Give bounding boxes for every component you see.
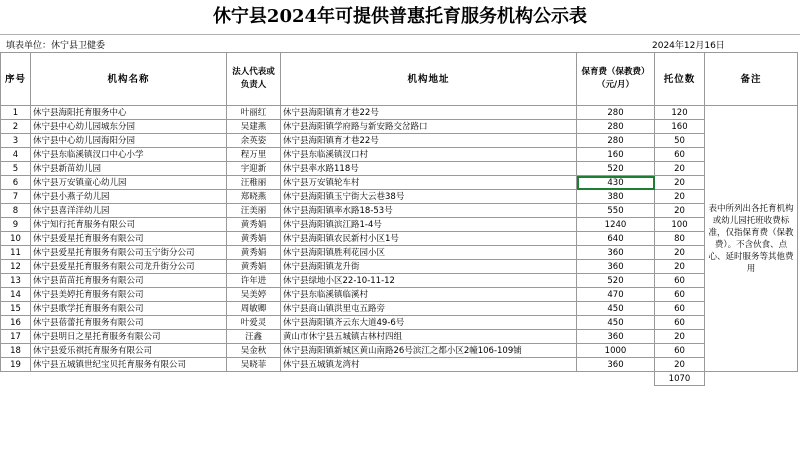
- cell-slots[interactable]: 20: [655, 190, 705, 204]
- cell-rep[interactable]: 叶丽红: [227, 106, 281, 120]
- cell-address[interactable]: 休宁县万安镇轮车村: [281, 176, 577, 190]
- cell-address[interactable]: 休宁县海阳镇育才巷22号: [281, 134, 577, 148]
- table-row: [1, 134, 798, 148]
- cell-address[interactable]: 休宁县绿地小区22-10-11-12: [281, 274, 577, 288]
- cell-name[interactable]: 休宁县爱星托育服务有限公司: [31, 232, 227, 246]
- header-slots[interactable]: 托位数: [655, 53, 705, 106]
- cell-fee[interactable]: 640: [577, 232, 655, 246]
- header-address[interactable]: 机构地址: [281, 53, 577, 106]
- cell-no[interactable]: 3: [1, 134, 31, 148]
- table-row: [1, 162, 798, 176]
- cell-address[interactable]: 休宁县五城镇龙湾村: [281, 358, 577, 372]
- cell-name[interactable]: 休宁县东临溪镇汊口中心小学: [31, 148, 227, 162]
- cell-fee[interactable]: 450: [577, 316, 655, 330]
- table-row: [1, 148, 798, 162]
- cell-rep[interactable]: 周敏卿: [227, 302, 281, 316]
- cell-slots[interactable]: 50: [655, 134, 705, 148]
- table-row: [1, 120, 798, 134]
- cell-address[interactable]: 休宁县海阳镇率水路18-53号: [281, 204, 577, 218]
- cell-slots[interactable]: 20: [655, 162, 705, 176]
- cell-fee[interactable]: 450: [577, 302, 655, 316]
- cell-rep[interactable]: 汪稚丽: [227, 176, 281, 190]
- table-row: [1, 106, 798, 120]
- cell-rep[interactable]: 许年进: [227, 274, 281, 288]
- empty-cell: [227, 372, 281, 386]
- cell-no[interactable]: 7: [1, 190, 31, 204]
- cell-slots[interactable]: 120: [655, 106, 705, 120]
- table-row: [1, 218, 798, 232]
- cell-rep[interactable]: 吴建燕: [227, 120, 281, 134]
- cell-no[interactable]: 5: [1, 162, 31, 176]
- empty-cell: [705, 372, 798, 386]
- cell-no[interactable]: 15: [1, 302, 31, 316]
- institution-table: [0, 52, 798, 386]
- cell-slots[interactable]: 20: [655, 246, 705, 260]
- cell-address[interactable]: 休宁县海阳镇学府路与新安路交岔路口: [281, 120, 577, 134]
- total-slots: 1070: [655, 372, 705, 386]
- cell-rep[interactable]: 黄秀娟: [227, 218, 281, 232]
- table-row: [1, 260, 798, 274]
- cell-no[interactable]: 10: [1, 232, 31, 246]
- cell-name[interactable]: 休宁县喜洋洋幼儿园: [31, 204, 227, 218]
- header-fee[interactable]: 保育费（保教费）（元/月）: [577, 53, 655, 106]
- cell-fee[interactable]: 280: [577, 120, 655, 134]
- cell-slots[interactable]: 100: [655, 218, 705, 232]
- cell-no[interactable]: 2: [1, 120, 31, 134]
- cell-name[interactable]: 休宁县苗苗托育服务有限公司: [31, 274, 227, 288]
- table-row: [1, 190, 798, 204]
- cell-fee[interactable]: 550: [577, 204, 655, 218]
- cell-name[interactable]: 休宁县美婷托育服务有限公司: [31, 288, 227, 302]
- cell-fee[interactable]: 380: [577, 190, 655, 204]
- cell-slots[interactable]: 20: [655, 204, 705, 218]
- cell-fee[interactable]: 520: [577, 274, 655, 288]
- empty-cell: [1, 372, 31, 386]
- cell-no[interactable]: 14: [1, 288, 31, 302]
- empty-cell: [577, 372, 655, 386]
- cell-address[interactable]: 休宁县海阳镇育才巷22号: [281, 106, 577, 120]
- cell-address[interactable]: 休宁县海阳镇新城区黄山南路26号滨江之都小区2幢106-109铺: [281, 344, 577, 358]
- cell-name[interactable]: 休宁县歌学托育服务有限公司: [31, 302, 227, 316]
- cell-no[interactable]: 9: [1, 218, 31, 232]
- cell-fee[interactable]: 280: [577, 106, 655, 120]
- cell-name[interactable]: 休宁县万安镇童心幼儿园: [31, 176, 227, 190]
- cell-name[interactable]: 休宁县爱星托育服务有限公司龙升街分公司: [31, 260, 227, 274]
- cell-no[interactable]: 6: [1, 176, 31, 190]
- cell-slots[interactable]: 60: [655, 302, 705, 316]
- cell-no[interactable]: 8: [1, 204, 31, 218]
- cell-no[interactable]: 11: [1, 246, 31, 260]
- report-date: 2024年12月16日: [652, 41, 725, 51]
- table-row: [1, 288, 798, 302]
- table-row: [1, 232, 798, 246]
- cell-slots[interactable]: 20: [655, 260, 705, 274]
- cell-no[interactable]: 12: [1, 260, 31, 274]
- table-row: [1, 302, 798, 316]
- cell-no[interactable]: 13: [1, 274, 31, 288]
- cell-slots[interactable]: 80: [655, 232, 705, 246]
- cell-name[interactable]: 休宁县中心幼儿园海阳分园: [31, 134, 227, 148]
- cell-slots[interactable]: 60: [655, 344, 705, 358]
- cell-slots[interactable]: 20: [655, 358, 705, 372]
- cell-slots[interactable]: 20: [655, 330, 705, 344]
- cell-address[interactable]: 黄山市休宁县五城镇古林村四组: [281, 330, 577, 344]
- cell-slots[interactable]: 60: [655, 148, 705, 162]
- cell-name[interactable]: 休宁县小燕子幼儿园: [31, 190, 227, 204]
- cell-address[interactable]: 休宁县海阳镇龙升街: [281, 260, 577, 274]
- cell-address[interactable]: 休宁县东临溪镇临溪村: [281, 288, 577, 302]
- cell-note[interactable]: 表中所列出各托育机构或幼儿园托班收费标准，仅指保育费（保教费）。不含伙食、点心、延时服务等其他费用: [705, 106, 798, 372]
- cell-name[interactable]: 休宁知行托育服务有限公司: [31, 218, 227, 232]
- cell-rep[interactable]: 郑晓燕: [227, 190, 281, 204]
- empty-cell: [31, 372, 227, 386]
- cell-rep[interactable]: 余英姿: [227, 134, 281, 148]
- table-row: [1, 316, 798, 330]
- cell-fee[interactable]: 360: [577, 260, 655, 274]
- cell-no[interactable]: 19: [1, 358, 31, 372]
- cell-name[interactable]: 休宁县海阳托育服务中心: [31, 106, 227, 120]
- cell-name[interactable]: 休宁县中心幼儿园城东分园: [31, 120, 227, 134]
- cell-name[interactable]: 休宁县新苗幼儿园: [31, 162, 227, 176]
- cell-rep[interactable]: 叶爱灵: [227, 316, 281, 330]
- cell-rep[interactable]: 黄秀娟: [227, 232, 281, 246]
- cell-no[interactable]: 16: [1, 316, 31, 330]
- cell-no[interactable]: 1: [1, 106, 31, 120]
- table-header-row: [1, 53, 798, 106]
- header-note[interactable]: 备注: [705, 53, 798, 106]
- cell-name[interactable]: 休宁县爱乐祺托育服务有限公司: [31, 344, 227, 358]
- table-row: [1, 274, 798, 288]
- table-row: [1, 204, 798, 218]
- cell-slots[interactable]: 60: [655, 288, 705, 302]
- cell-fee[interactable]: 1240: [577, 218, 655, 232]
- cell-fee[interactable]: 520: [577, 162, 655, 176]
- cell-rep[interactable]: 吴美婷: [227, 288, 281, 302]
- cell-fee[interactable]: 470: [577, 288, 655, 302]
- cell-name[interactable]: 休宁县爱星托育服务有限公司玉宁街分公司: [31, 246, 227, 260]
- cell-fee[interactable]: 160: [577, 148, 655, 162]
- cell-name[interactable]: 休宁县蓓蕾托育服务有限公司: [31, 316, 227, 330]
- cell-rep[interactable]: 吴金秋: [227, 344, 281, 358]
- cell-address[interactable]: 休宁县率水路118号: [281, 162, 577, 176]
- cell-rep[interactable]: 程万里: [227, 148, 281, 162]
- cell-rep[interactable]: 黄秀娟: [227, 260, 281, 274]
- cell-no[interactable]: 18: [1, 344, 31, 358]
- cell-address[interactable]: 休宁县海阳镇农民新村小区1号: [281, 232, 577, 246]
- table-row: [1, 344, 798, 358]
- cell-rep[interactable]: 宇迎新: [227, 162, 281, 176]
- cell-no[interactable]: 17: [1, 330, 31, 344]
- cell-slots[interactable]: 20: [655, 176, 705, 190]
- page-title: 休宁县2024年可提供普惠托育服务机构公示表: [0, 0, 800, 35]
- cell-address[interactable]: 休宁县商山镇洪里屯五路旁: [281, 302, 577, 316]
- cell-address[interactable]: 休宁县海阳镇滨江路1-4号: [281, 218, 577, 232]
- table-row: [1, 358, 798, 372]
- cell-rep[interactable]: 汪鑫: [227, 330, 281, 344]
- cell-address[interactable]: 休宁县海阳镇齐云东大道49-6号: [281, 316, 577, 330]
- cell-slots[interactable]: 60: [655, 274, 705, 288]
- empty-cell: [281, 372, 577, 386]
- cell-address[interactable]: 休宁县海阳镇玉宁街大云巷38号: [281, 190, 577, 204]
- filler-unit: 填表单位：休宁县卫健委: [6, 41, 106, 51]
- cell-fee[interactable]: 1000: [577, 344, 655, 358]
- cell-fee[interactable]: 360: [577, 246, 655, 260]
- table-row: [1, 176, 798, 190]
- cell-name[interactable]: 休宁县明日之星托育服务有限公司: [31, 330, 227, 344]
- header-rep[interactable]: 法人代表或负责人: [227, 53, 281, 106]
- cell-fee[interactable]: 360: [577, 358, 655, 372]
- cell-fee[interactable]: 430: [577, 176, 655, 190]
- header-no[interactable]: 序号: [1, 53, 31, 106]
- cell-name[interactable]: 休宁县五城镇世纪宝贝托育服务有限公司: [31, 358, 227, 372]
- cell-slots[interactable]: 60: [655, 316, 705, 330]
- table-row: [1, 246, 798, 260]
- cell-slots[interactable]: 160: [655, 120, 705, 134]
- cell-address[interactable]: 休宁县海阳镇胜利花园小区: [281, 246, 577, 260]
- total-row: [1, 372, 798, 386]
- table-row: [1, 330, 798, 344]
- cell-fee[interactable]: 280: [577, 134, 655, 148]
- cell-rep[interactable]: 吴晓菲: [227, 358, 281, 372]
- cell-rep[interactable]: 黄秀娟: [227, 246, 281, 260]
- header-name[interactable]: 机构名称: [31, 53, 227, 106]
- cell-no[interactable]: 4: [1, 148, 31, 162]
- cell-address[interactable]: 休宁县东临溪镇汊口村: [281, 148, 577, 162]
- cell-rep[interactable]: 汪美丽: [227, 204, 281, 218]
- cell-fee[interactable]: 360: [577, 330, 655, 344]
